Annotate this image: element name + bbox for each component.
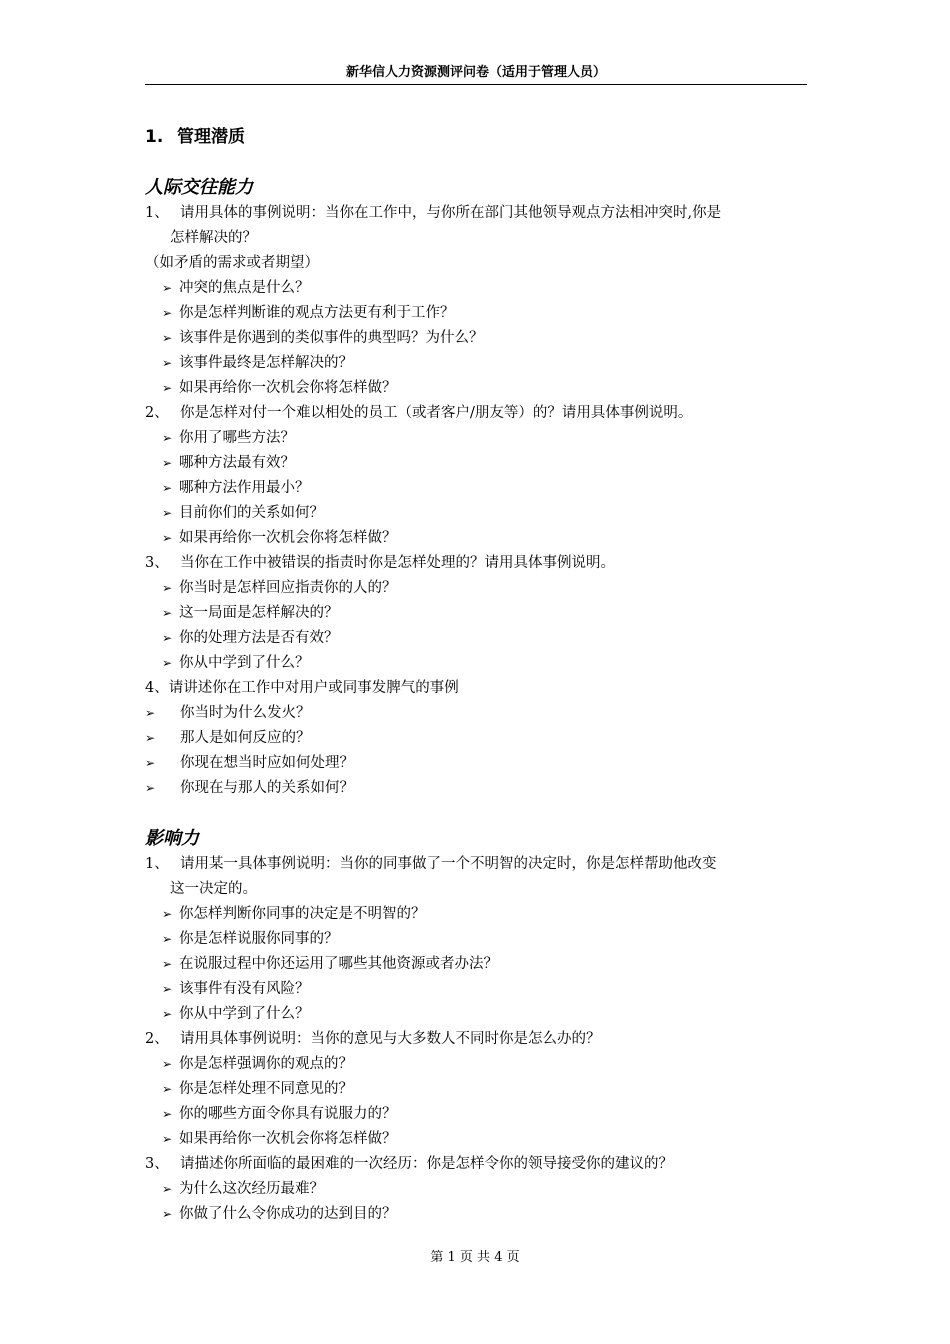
bullet-item <box>145 576 810 601</box>
bullet-list <box>145 701 810 801</box>
bullet-text: 在说服过程中你还运用了哪些其他资源或者办法？ <box>179 956 498 972</box>
question-number: 2、 <box>145 1031 169 1047</box>
bullet-item <box>145 626 810 651</box>
bullet-text: 你当时是怎样回应指责你的人的？ <box>179 580 397 596</box>
arrow-bullet-icon: ➢ <box>145 706 156 720</box>
bullet-item <box>145 726 810 751</box>
bullet-text: 你的处理方法是否有效？ <box>179 630 339 646</box>
page-footer: 第 1 页 共 4 页 <box>430 1250 520 1265</box>
bullet-text: 该事件有没有风险？ <box>179 981 310 997</box>
bullet-text: 你现在想当时应如何处理？ <box>180 755 354 771</box>
bullet-item <box>145 526 810 551</box>
bullet-text: 你是怎样说服你同事的？ <box>179 931 339 947</box>
bullet-item <box>145 501 810 526</box>
arrow-bullet-icon: ➢ <box>162 606 173 620</box>
bullet-text: 你当时为什么发火？ <box>180 705 311 721</box>
question-note: （如矛盾的需求或者期望） <box>145 255 319 271</box>
arrow-bullet-icon: ➢ <box>162 281 173 295</box>
arrow-bullet-icon: ➢ <box>162 1082 173 1096</box>
bullet-item <box>145 301 810 326</box>
page-header: 新华信人力资源测评问卷（适用于管理人员） <box>145 64 807 85</box>
bullet-item <box>145 751 810 776</box>
question-number: 3、 <box>145 555 169 571</box>
arrow-bullet-icon: ➢ <box>145 781 156 795</box>
bullet-item <box>145 927 810 952</box>
page-content <box>145 122 810 1227</box>
arrow-bullet-icon: ➢ <box>162 957 173 971</box>
bullet-item <box>145 1127 810 1152</box>
bullet-text: 你做了什么令你成功的达到目的？ <box>179 1206 397 1222</box>
subsection-title-interpersonal: 人际交往能力 <box>145 177 253 198</box>
section-title: 管理潜质 <box>177 127 245 147</box>
bullet-text: 目前你们的关系如何？ <box>179 505 324 521</box>
question-text-continued: 这一决定的。 <box>170 881 257 897</box>
arrow-bullet-icon: ➢ <box>162 982 173 996</box>
bullet-text: 你是怎样强调你的观点的？ <box>179 1056 353 1072</box>
bullet-text: 你的哪些方面令你具有说服力的？ <box>179 1106 397 1122</box>
bullet-text: 你是怎样处理不同意见的？ <box>179 1081 353 1097</box>
arrow-bullet-icon: ➢ <box>162 381 173 395</box>
arrow-bullet-icon: ➢ <box>145 731 156 745</box>
arrow-bullet-icon: ➢ <box>162 506 173 520</box>
arrow-bullet-icon: ➢ <box>162 1057 173 1071</box>
question-3 <box>145 551 810 576</box>
question-1 <box>145 201 810 226</box>
bullet-item <box>145 376 810 401</box>
arrow-bullet-icon: ➢ <box>162 431 173 445</box>
arrow-bullet-icon: ➢ <box>162 1107 173 1121</box>
question-3 <box>145 1152 810 1177</box>
arrow-bullet-icon: ➢ <box>162 531 173 545</box>
section-heading <box>145 122 810 152</box>
arrow-bullet-icon: ➢ <box>162 481 173 495</box>
arrow-bullet-icon: ➢ <box>162 581 173 595</box>
bullet-text: 你是怎样判断谁的观点方法更有利于工作？ <box>179 305 455 321</box>
arrow-bullet-icon: ➢ <box>145 756 156 770</box>
arrow-bullet-icon: ➢ <box>162 331 173 345</box>
bullet-item <box>145 1102 810 1127</box>
bullet-text: 如果再给你一次机会你将怎样做？ <box>179 1131 397 1147</box>
bullet-item <box>145 1077 810 1102</box>
arrow-bullet-icon: ➢ <box>162 456 173 470</box>
bullet-item <box>145 952 810 977</box>
bullet-text: 该事件最终是怎样解决的？ <box>179 355 353 371</box>
question-text-continued: 怎样解决的？ <box>170 230 257 246</box>
bullet-list <box>145 576 810 676</box>
bullet-item <box>145 476 810 501</box>
arrow-bullet-icon: ➢ <box>162 932 173 946</box>
question-text: 请描述你所面临的最困难的一次经历：你是怎样令你的领导接受你的建议的？ <box>180 1156 673 1172</box>
bullet-text: 为什么这次经历最难？ <box>179 1181 324 1197</box>
bullet-item <box>145 326 810 351</box>
arrow-bullet-icon: ➢ <box>162 1007 173 1021</box>
bullet-item <box>145 426 810 451</box>
arrow-bullet-icon: ➢ <box>162 356 173 370</box>
question-text: 请用具体事例说明：当你的意见与大多数人不同时你是怎么办的？ <box>180 1031 601 1047</box>
bullet-text: 如果再给你一次机会你将怎样做？ <box>179 530 397 546</box>
bullet-list <box>145 1052 810 1152</box>
question-text: 请用具体的事例说明：当你在工作中，与你所在部门其他领导观点方法相冲突时,你是 <box>180 205 722 221</box>
bullet-item <box>145 351 810 376</box>
arrow-bullet-icon: ➢ <box>162 1207 173 1221</box>
arrow-bullet-icon: ➢ <box>162 306 173 320</box>
question-number: 1、 <box>145 205 169 221</box>
bullet-item <box>145 276 810 301</box>
arrow-bullet-icon: ➢ <box>162 907 173 921</box>
bullet-text: 该事件是你遇到的类似事件的典型吗？为什么？ <box>179 330 484 346</box>
bullet-text: 如果再给你一次机会你将怎样做？ <box>179 380 397 396</box>
arrow-bullet-icon: ➢ <box>162 656 173 670</box>
question-text: 当你在工作中被错误的指责时你是怎样处理的？请用具体事例说明。 <box>180 555 615 571</box>
bullet-item <box>145 1177 810 1202</box>
bullet-item <box>145 776 810 801</box>
question-text: 你是怎样对付一个难以相处的员工（或者客户/朋友等）的？请用具体事例说明。 <box>180 405 693 421</box>
bullet-item <box>145 1052 810 1077</box>
question-1 <box>145 852 810 877</box>
question-2 <box>145 401 810 426</box>
question-2 <box>145 1027 810 1052</box>
bullet-list <box>145 1177 810 1227</box>
question-4: 4、请讲述你在工作中对用户或同事发脾气的事例 <box>145 680 459 696</box>
bullet-item <box>145 651 810 676</box>
arrow-bullet-icon: ➢ <box>162 631 173 645</box>
bullet-item <box>145 977 810 1002</box>
bullet-list <box>145 902 810 1027</box>
bullet-item <box>145 1202 810 1227</box>
bullet-text: 哪种方法最有效？ <box>179 455 295 471</box>
bullet-text: 那人是如何反应的？ <box>180 730 311 746</box>
subsection-title-influence: 影响力 <box>145 828 199 849</box>
bullet-text: 你用了哪些方法？ <box>179 430 295 446</box>
bullet-list <box>145 276 810 401</box>
question-text: 请用某一具体事例说明：当你的同事做了一个不明智的决定时，你是怎样帮助他改变 <box>180 856 717 872</box>
bullet-item <box>145 601 810 626</box>
arrow-bullet-icon: ➢ <box>162 1182 173 1196</box>
bullet-text: 你从中学到了什么？ <box>179 655 310 671</box>
bullet-item <box>145 1002 810 1027</box>
bullet-item <box>145 701 810 726</box>
section-number: 1. <box>145 127 164 147</box>
bullet-text: 你怎样判断你同事的决定是不明智的？ <box>179 906 426 922</box>
bullet-text: 你现在与那人的关系如何？ <box>180 780 354 796</box>
question-number: 2、 <box>145 405 169 421</box>
bullet-text: 这一局面是怎样解决的？ <box>179 605 339 621</box>
bullet-text: 冲突的焦点是什么？ <box>179 280 310 296</box>
bullet-item <box>145 902 810 927</box>
arrow-bullet-icon: ➢ <box>162 1132 173 1146</box>
bullet-list <box>145 426 810 551</box>
bullet-item <box>145 451 810 476</box>
bullet-text: 哪种方法作用最小？ <box>179 480 310 496</box>
question-number: 3、 <box>145 1156 169 1172</box>
question-number: 1、 <box>145 856 169 872</box>
bullet-text: 你从中学到了什么？ <box>179 1006 310 1022</box>
